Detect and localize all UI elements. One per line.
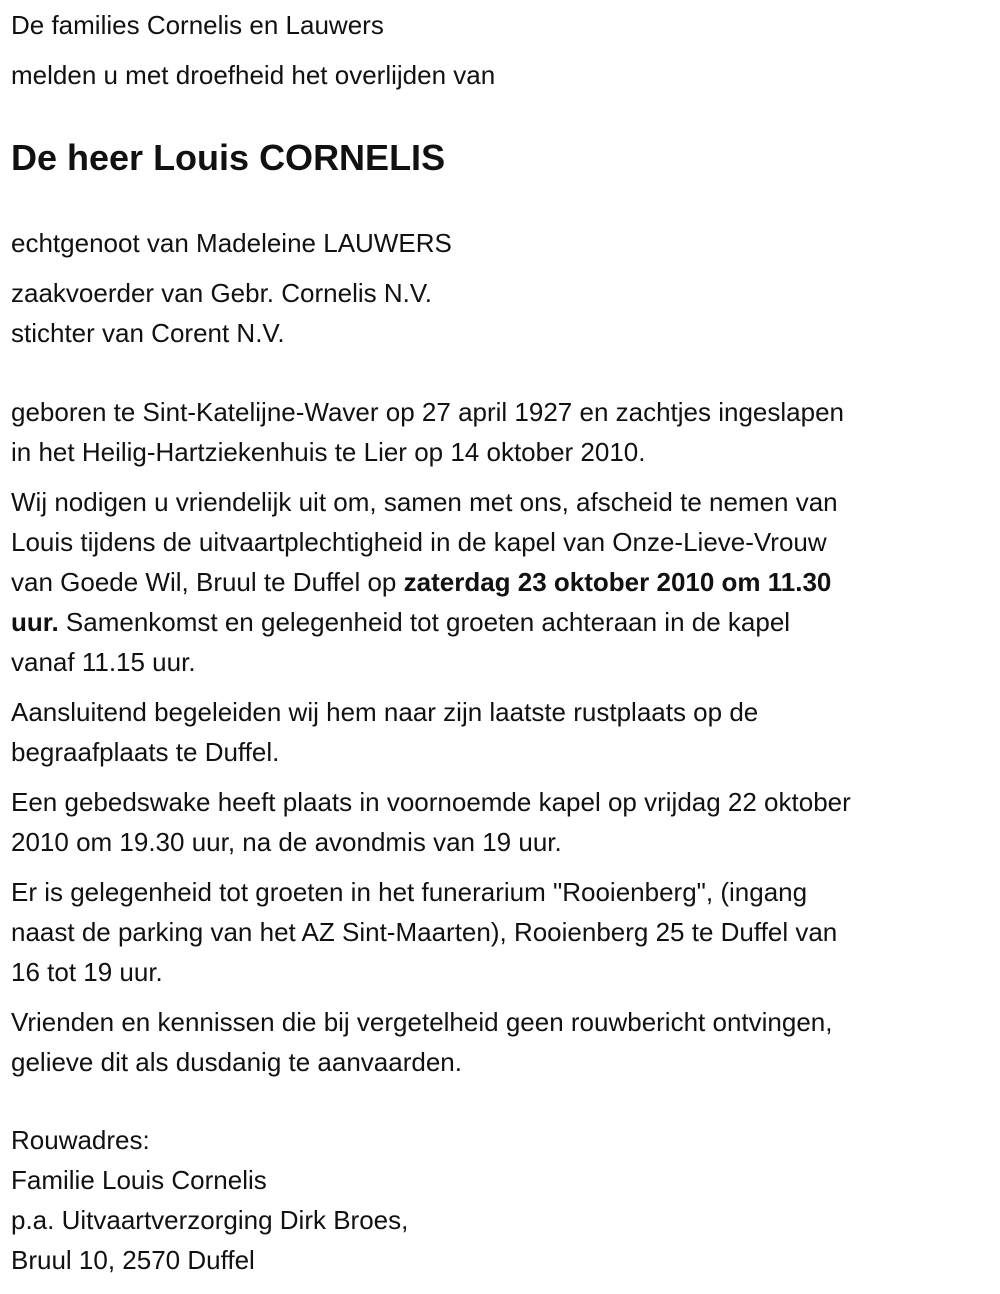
deceased-name-title: De heer Louis CORNELIS: [11, 137, 446, 178]
text-line: Vrienden en kennissen die bij vergetelheid geen rouwbericht ontvingen,: [11, 1007, 833, 1037]
text-line: [11, 562, 831, 602]
text-line: in het Heilig-Hartziekenhuis te Lier op 14 oktober 2010.: [11, 437, 646, 467]
text-line: Wij nodigen u vriendelijk uit om, samen met ons, afscheid te nemen van: [11, 487, 838, 517]
funeral-time-bold: uur.: [11, 607, 59, 637]
text-line: naast de parking van het AZ Sint-Maarten), Rooienberg 25 te Duffel van: [11, 917, 838, 947]
address-line: p.a. Uitvaartverzorging Dirk Broes,: [11, 1205, 409, 1235]
intro-line: De families Cornelis en Lauwers: [11, 10, 384, 40]
role-line: zaakvoerder van Gebr. Cornelis N.V.: [11, 278, 433, 308]
text-line: Louis tijdens de uitvaartplechtigheid in de kapel van Onze-Lieve-Vrouw: [11, 527, 827, 557]
address-line: Familie Louis Cornelis: [11, 1165, 267, 1195]
text-line: vanaf 11.15 uur.: [11, 647, 196, 677]
text-segment: Samenkomst en gelegenheid tot groeten achteraan in de kapel: [58, 607, 791, 637]
text-line: 16 tot 19 uur.: [11, 957, 163, 987]
text-line: geboren te Sint-Katelijne-Waver op 27 april 1927 en zachtjes ingeslapen: [11, 397, 845, 427]
role-line: echtgenoot van Madeleine LAUWERS: [11, 228, 452, 258]
text-segment: van Goede Wil, Bruul te Duffel op: [11, 567, 404, 597]
text-line: begraafplaats te Duffel.: [11, 737, 280, 767]
address-line: Bruul 10, 2570 Duffel: [11, 1245, 255, 1275]
funeral-date-bold: zaterdag 23 oktober 2010 om 11.30: [403, 567, 832, 597]
text-line: Aansluitend begeleiden wij hem naar zijn laatste rustplaats op de: [11, 697, 759, 727]
text-line: gelieve dit als dusdanig te aanvaarden.: [11, 1047, 462, 1077]
address-line: Rouwadres:: [11, 1125, 150, 1155]
text-line: Er is gelegenheid tot groeten in het funerarium "Rooienberg", (ingang: [11, 877, 808, 907]
text-line: Een gebedswake heeft plaats in voornoemde kapel op vrijdag 22 oktober: [11, 787, 851, 817]
intro-line: melden u met droefheid het overlijden van: [11, 60, 496, 90]
text-line: [11, 602, 790, 642]
role-line: stichter van Corent N.V.: [11, 318, 285, 348]
text-line: 2010 om 19.30 uur, na de avondmis van 19 uur.: [11, 827, 562, 857]
